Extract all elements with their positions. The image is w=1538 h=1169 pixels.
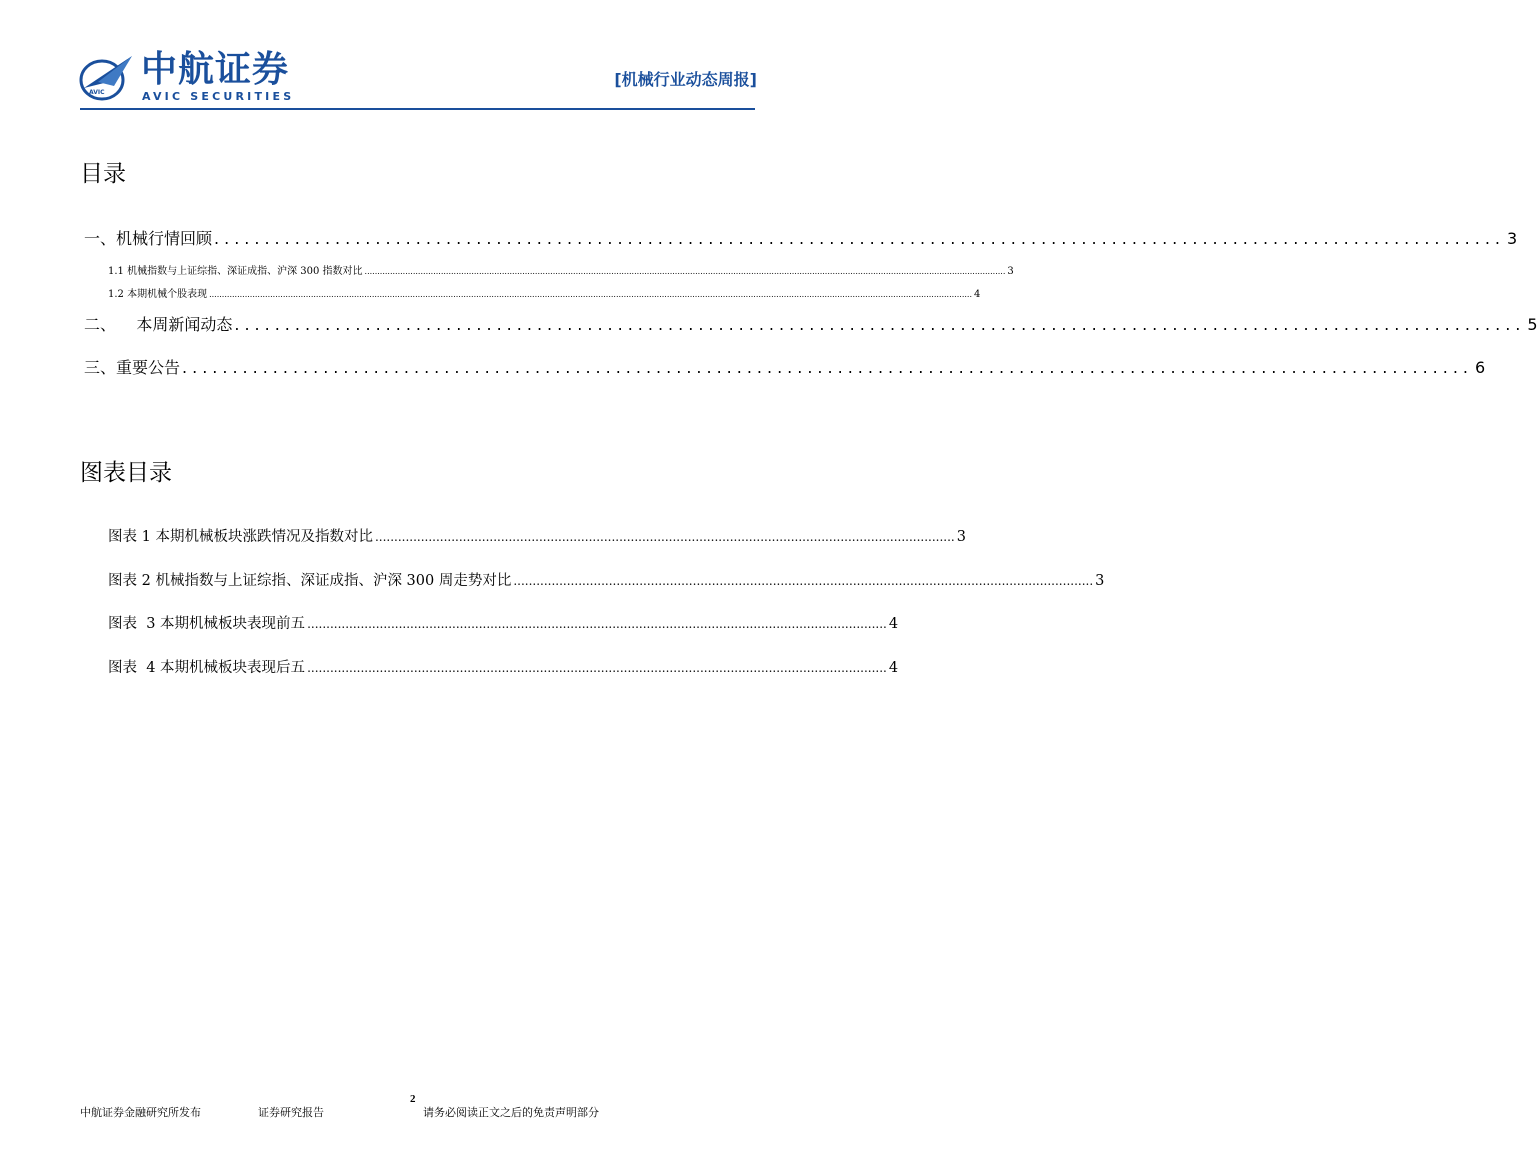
header-divider [80,108,755,110]
toc-entry-page: 4 [973,289,981,300]
toc-entry-page: 3 [1507,229,1518,248]
figure-entry-label: 图表 4 本期机械板块表现后五 [108,660,306,676]
toc-entry-label: 二、 本周新闻动态 [84,315,233,334]
figure-entry[interactable] [108,656,899,677]
avic-logo-icon [78,52,134,102]
toc-entry-label: 1.2 本期机械个股表现 [108,289,208,300]
dot-leader: ................................................................................................................................ [214,229,1506,248]
figure-entry-label: 图表 2 机械指数与上证综指、深证成指、沪深 300 周走势对比 [108,573,512,589]
toc-entry-page: 6 [1475,358,1486,377]
figure-entry-page: 4 [888,660,899,676]
toc-entry-page: 3 [1007,266,1014,277]
toc-entry[interactable] [84,312,1538,335]
toc-entry-label: 三、重要公告 [84,358,181,377]
toc-entry-label: 一、机械行情回顾 [84,229,213,248]
toc-entry-label: 1.1 机械指数与上证综指、深证成指、沪深 300 指数对比 [108,266,363,277]
page-header [0,0,827,115]
report-type-label: [机械行业动态周报] [614,70,757,89]
figure-entry-label: 图表 1 本期机械板块涨跌情况及指数对比 [108,529,373,545]
figure-entry-page: 4 [888,616,899,632]
figure-entry[interactable] [108,612,899,633]
figure-list-title: 图表目录 [80,460,172,486]
figure-entry-label: 图表 3 本期机械板块表现前五 [108,616,306,632]
footer-publisher: 中航证券金融研究所发布 [80,1106,201,1119]
dot-leader: ................................................................................................................................ [234,315,1526,334]
toc-entry-page: 5 [1527,315,1538,334]
dot-leader: ............................................................................................................................................................................................................................................................ [364,267,1006,276]
footer-disclaimer: 请务必阅读正文之后的免责声明部分 [423,1106,599,1119]
brand-name-en: AVIC SECURITIES [142,90,295,103]
figure-entry-page: 3 [1095,573,1105,589]
toc-entry[interactable] [108,285,981,300]
figure-entry[interactable] [108,525,966,546]
toc-entry[interactable] [84,355,1486,378]
logo-text: AVIC [89,89,105,96]
figure-entry[interactable] [108,569,1105,590]
dot-leader: ........................................................................................................................................................ [374,530,955,544]
dot-leader: ........................................................................................................................................................ [307,661,887,675]
toc-title: 目录 [80,161,126,187]
dot-leader: ............................................................................................................................................................................................................................................................................................................ [209,290,972,299]
footer-doc-type: 证券研究报告 [258,1106,324,1119]
dot-leader: ........................................................................................................................................................ [513,574,1094,588]
page-number: 2 [410,1093,416,1105]
brand-name-cn: 中航证券 [141,49,290,90]
figure-entry-page: 3 [956,529,966,545]
dot-leader: ........................................................................................................................................................ [307,617,887,631]
dot-leader: ................................................................................................................................ [182,358,1474,377]
toc-entry[interactable] [84,226,1518,249]
toc-entry[interactable] [108,262,1014,277]
